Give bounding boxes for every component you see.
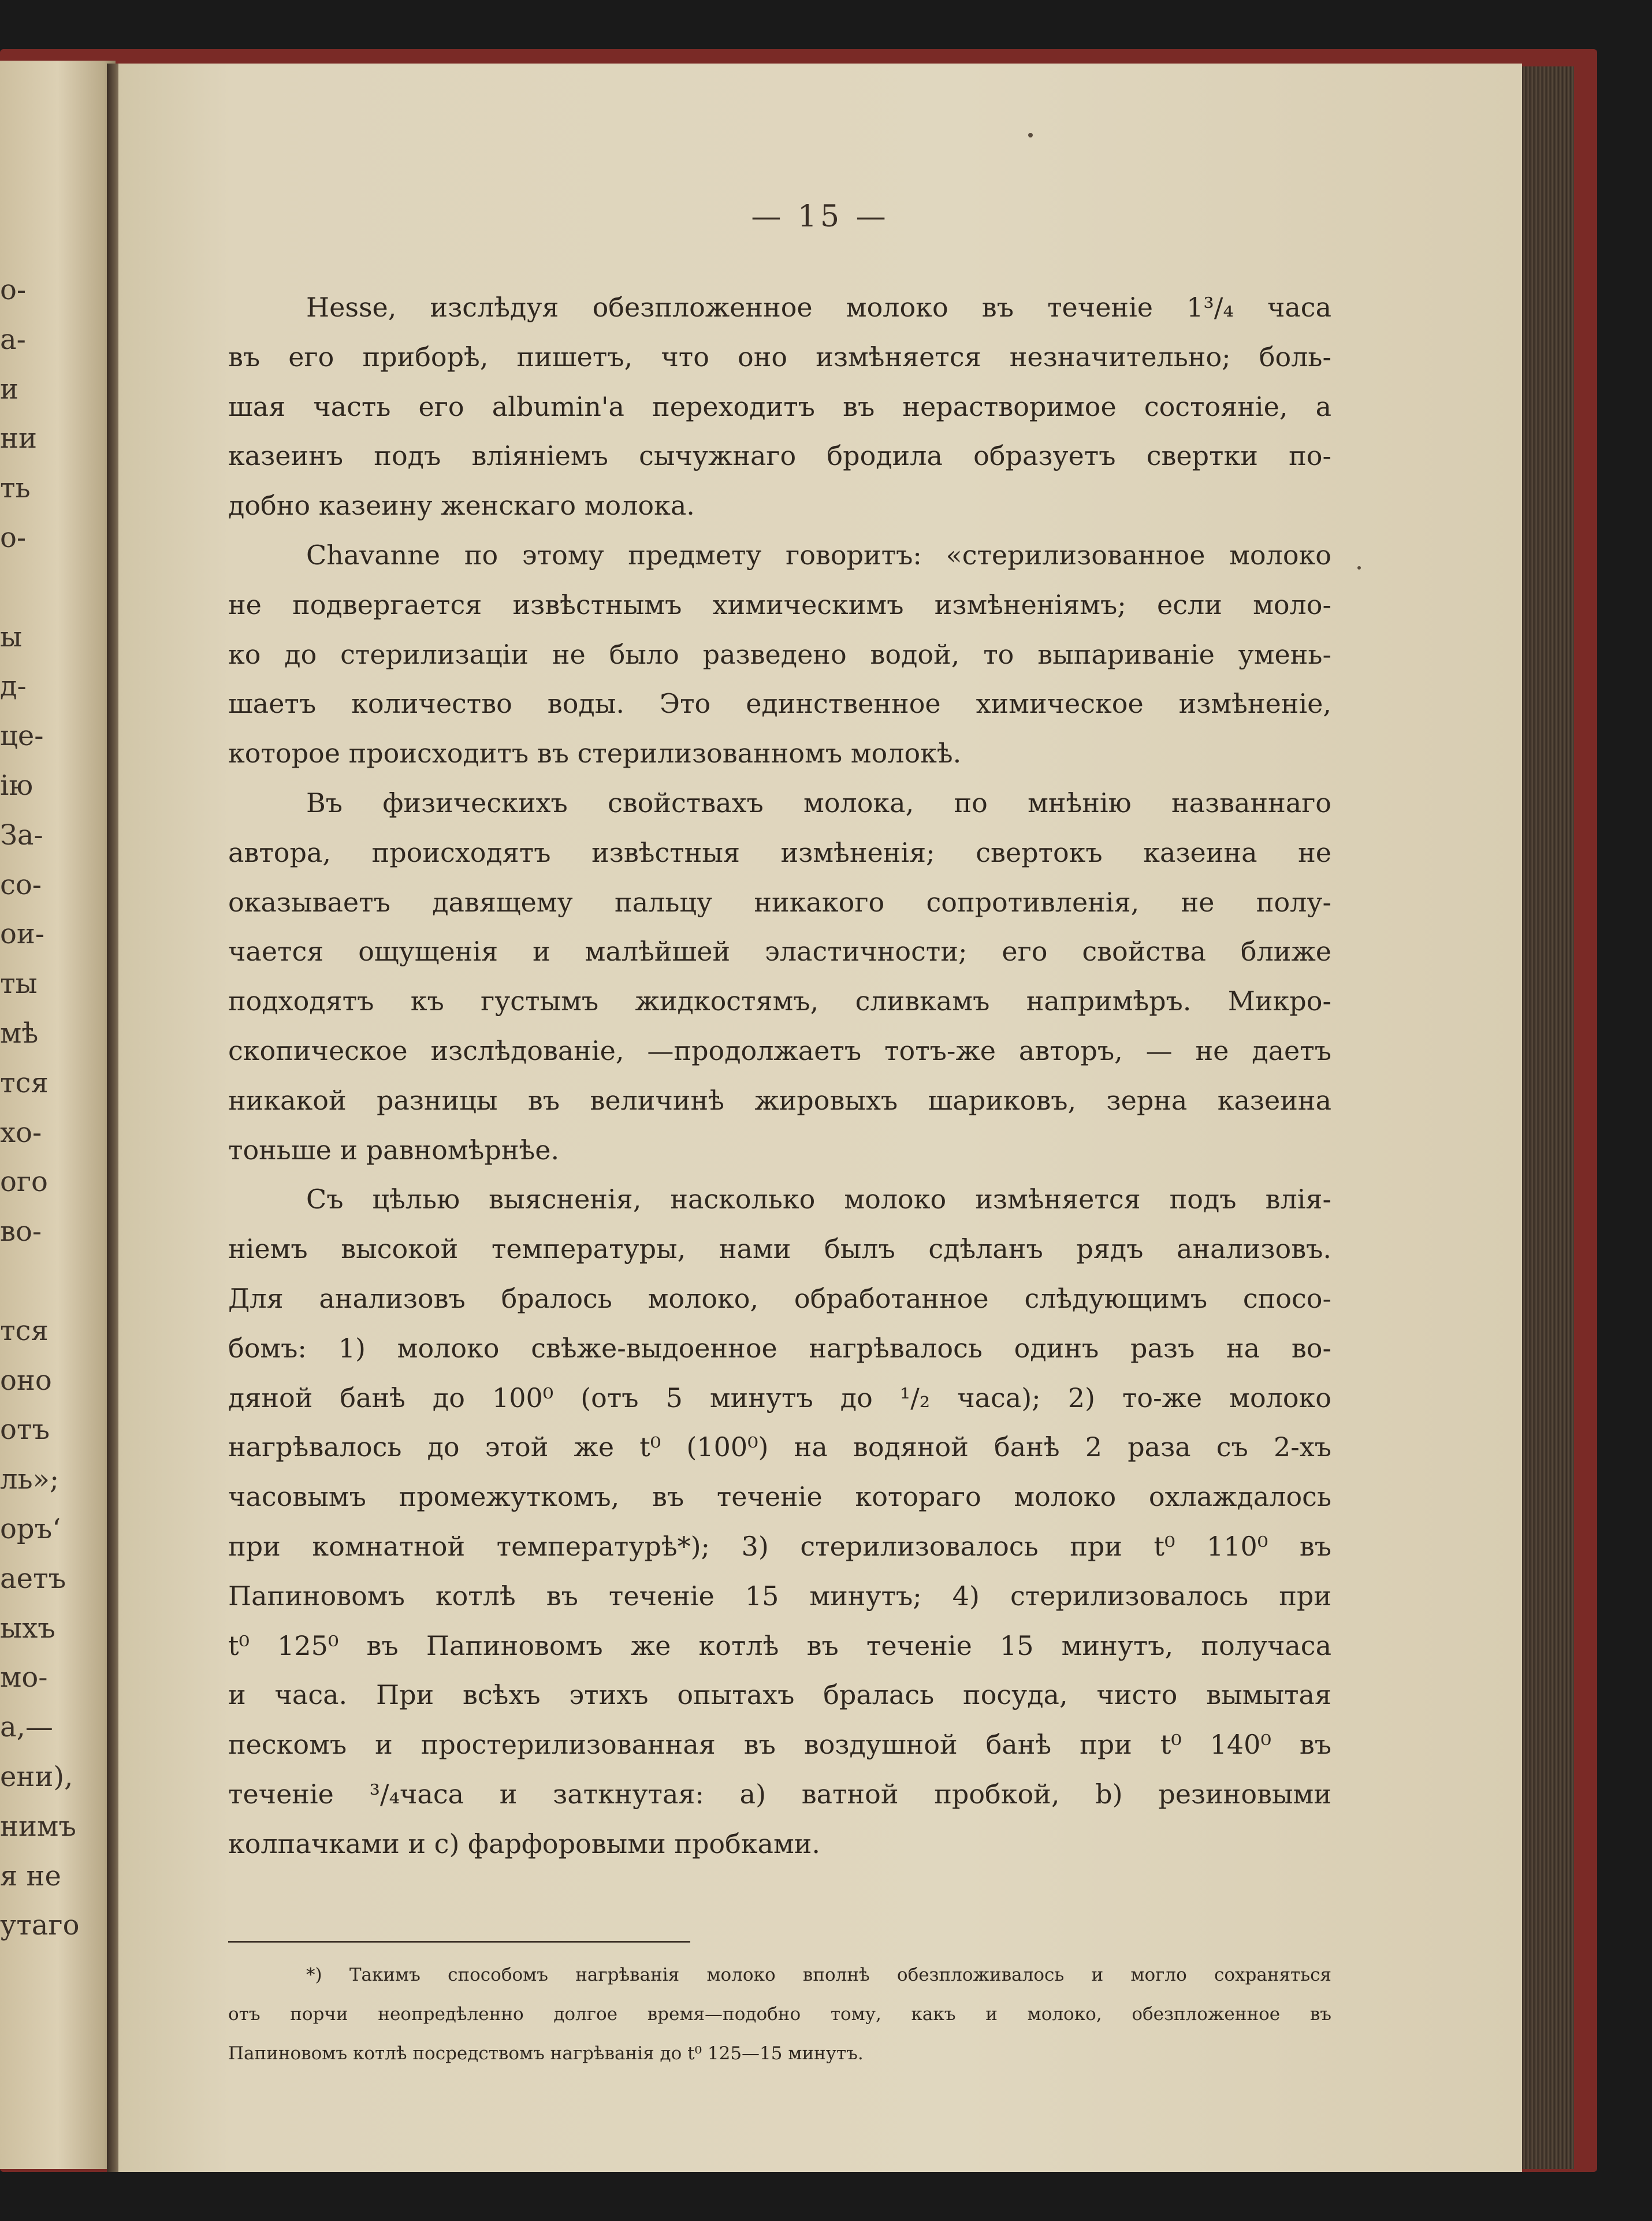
text-line: Hesse, изслѣдуя обезпложенное молоко въ теченіе 1³/₄ часа xyxy=(306,292,1331,323)
text-line: Въ физическихъ свойствахъ молока, по мнѣнію названнаго xyxy=(306,787,1331,819)
footnote-text xyxy=(228,1955,1331,2073)
left-page-fragment: ни xyxy=(0,422,37,455)
text-line: ко до стерилизаціи не было разведено водой, то выпариваніе умень- xyxy=(228,638,1331,670)
text-line: теченіе ³/₄часа и заткнутая: а) ватной пробкой, b) резиновыми xyxy=(228,1778,1331,1810)
page-edges xyxy=(1522,66,1574,2169)
left-page-fragment: тся xyxy=(0,1066,49,1099)
left-page-fragment: во- xyxy=(0,1215,42,1248)
text-line: казеинъ подъ вліяніемъ сычужнаго бродила образуетъ свертки по- xyxy=(228,440,1331,472)
text-line: которое происходитъ въ стерилизованномъ молокѣ. xyxy=(228,738,962,769)
left-page-fragment: хо- xyxy=(0,1116,42,1149)
text-line: оказываетъ давящему пальцу никакого сопротивленія, не полу- xyxy=(228,886,1331,918)
left-page-fragment: а,— xyxy=(0,1711,53,1744)
text-line: пескомъ и простерилизованная въ воздушной банѣ при t⁰ 140⁰ въ xyxy=(228,1729,1331,1761)
left-page-fragment: мѣ xyxy=(0,1017,39,1050)
left-page-fragment: ію xyxy=(0,769,34,802)
left-page-fragment: утаго xyxy=(0,1909,80,1942)
body-text xyxy=(228,283,1331,1869)
page-number: — 15 — xyxy=(751,199,890,234)
text-line: Съ цѣлью выясненія, насколько молоко измѣняется подъ влія- xyxy=(306,1184,1331,1215)
left-page-fragment: о- xyxy=(0,521,27,554)
right-page xyxy=(118,64,1522,2172)
left-page-fragment xyxy=(0,563,110,613)
left-page-fragment: мо- xyxy=(0,1661,48,1694)
text-line: чается ощущенія и малѣйшей эластичности; его свойства ближе xyxy=(228,936,1331,968)
text-line: скопическое изслѣдованіе, —продолжаетъ тотъ-же авторъ, — не даетъ xyxy=(228,1035,1331,1066)
text-line: подходятъ къ густымъ жидкостямъ, сливкамъ напримѣръ. Микро- xyxy=(228,985,1331,1017)
left-page-fragment: а- xyxy=(0,323,26,356)
text-line: тоньше и равномѣрнѣе. xyxy=(228,1134,560,1166)
text-line: часовымъ промежуткомъ, въ теченіе котораго молоко охлаждалось xyxy=(228,1481,1331,1513)
left-page-fragment: За- xyxy=(0,819,43,851)
text-line: шаетъ количество воды. Это единственное химическое измѣненіе, xyxy=(228,688,1331,720)
left-page-fragment: ты xyxy=(0,968,38,1000)
left-page-fragment: це- xyxy=(0,720,44,753)
text-line: не подвергается извѣстнымъ химическимъ измѣненіямъ; если моло- xyxy=(228,589,1331,620)
left-page-fragment: я не xyxy=(0,1859,61,1892)
text-line: при комнатной температурѣ*); 3) стерилизовалось при t⁰ 110⁰ въ xyxy=(228,1530,1331,1562)
left-page-fragment: ть xyxy=(0,472,31,505)
left-page-fragment: оно xyxy=(0,1364,52,1397)
paper-speck xyxy=(1357,566,1361,570)
left-page-fragment: ль»; xyxy=(0,1463,59,1496)
footnote-line: *) Такимъ способомъ нагрѣванія молоко вполнѣ обезпложивалось и могло сохраняться xyxy=(306,1965,1331,1985)
left-page-fragment: оръ‘ xyxy=(0,1512,61,1545)
left-page-fragment: аетъ xyxy=(0,1562,66,1595)
text-line: колпачками и с) фарфоровыми пробками. xyxy=(228,1828,821,1859)
text-line: никакой разницы въ величинѣ жировыхъ шариковъ, зерна казеина xyxy=(228,1084,1331,1116)
left-page-fragment: тся xyxy=(0,1314,49,1347)
paper-speck xyxy=(1028,133,1033,137)
text-line: и часа. При всѣхъ этихъ опытахъ бралась посуда, чисто вымытая xyxy=(228,1679,1331,1711)
left-page-fragment: отъ xyxy=(0,1413,50,1446)
left-page-fragment: нимъ xyxy=(0,1810,76,1843)
left-page-fragment: со- xyxy=(0,868,42,901)
text-line: добно казеину женскаго молока. xyxy=(228,490,695,522)
left-page-text-fragments xyxy=(0,266,110,1951)
left-page-fragment xyxy=(0,1257,110,1307)
text-line: Папиновомъ котлѣ въ теченіе 15 минутъ; 4) стерилизовалось при xyxy=(228,1580,1331,1612)
text-line: шая часть его albumin'а переходитъ въ нерастворимое состояніе, а xyxy=(228,390,1331,422)
footnote-line: отъ порчи неопредѣленно долгое время—подобно тому, какъ и молоко, обезпложенное въ xyxy=(228,2004,1331,2025)
left-page-fragment: ого xyxy=(0,1166,48,1199)
text-line: автора, происходятъ извѣстныя измѣненія; свертокъ казеина не xyxy=(228,836,1331,868)
left-page-fragment: ои- xyxy=(0,918,45,951)
text-line: Chavanne по этому предмету говоритъ: «стерилизованное молоко xyxy=(306,539,1331,571)
left-page-fragment: ыхъ xyxy=(0,1612,55,1645)
footnote-line: Папиновомъ котлѣ посредствомъ нагрѣванія до t⁰ 125—15 минутъ. xyxy=(228,2043,864,2064)
text-line: бомъ: 1) молоко свѣже-выдоенное нагрѣвалось одинъ разъ на во- xyxy=(228,1332,1331,1364)
text-line: дяной банѣ до 100⁰ (отъ 5 минутъ до ¹/₂ часа); 2) то-же молоко xyxy=(228,1382,1331,1413)
left-page xyxy=(0,61,116,2169)
left-page-fragment: ени), xyxy=(0,1760,73,1793)
text-line: Для анализовъ бралось молоко, обработанное слѣдующимъ спосо- xyxy=(228,1282,1331,1314)
left-page-fragment: ы xyxy=(0,620,23,653)
text-line: нагрѣвалось до этой же t⁰ (100⁰) на водяной банѣ 2 раза съ 2-хъ xyxy=(228,1431,1331,1463)
left-page-fragment: и xyxy=(0,373,18,405)
text-line: въ его приборѣ, пишетъ, что оно измѣняется незначительно; боль- xyxy=(228,341,1331,373)
left-page-fragment: д- xyxy=(0,670,27,703)
left-page-fragment: о- xyxy=(0,274,27,306)
text-line: t⁰ 125⁰ въ Папиновомъ же котлѣ въ теченіе 15 минутъ, получаса xyxy=(228,1630,1331,1661)
footnote-divider xyxy=(228,1941,690,1943)
text-line: ніемъ высокой температуры, нами былъ сдѣланъ рядъ анализовъ. xyxy=(228,1233,1331,1265)
